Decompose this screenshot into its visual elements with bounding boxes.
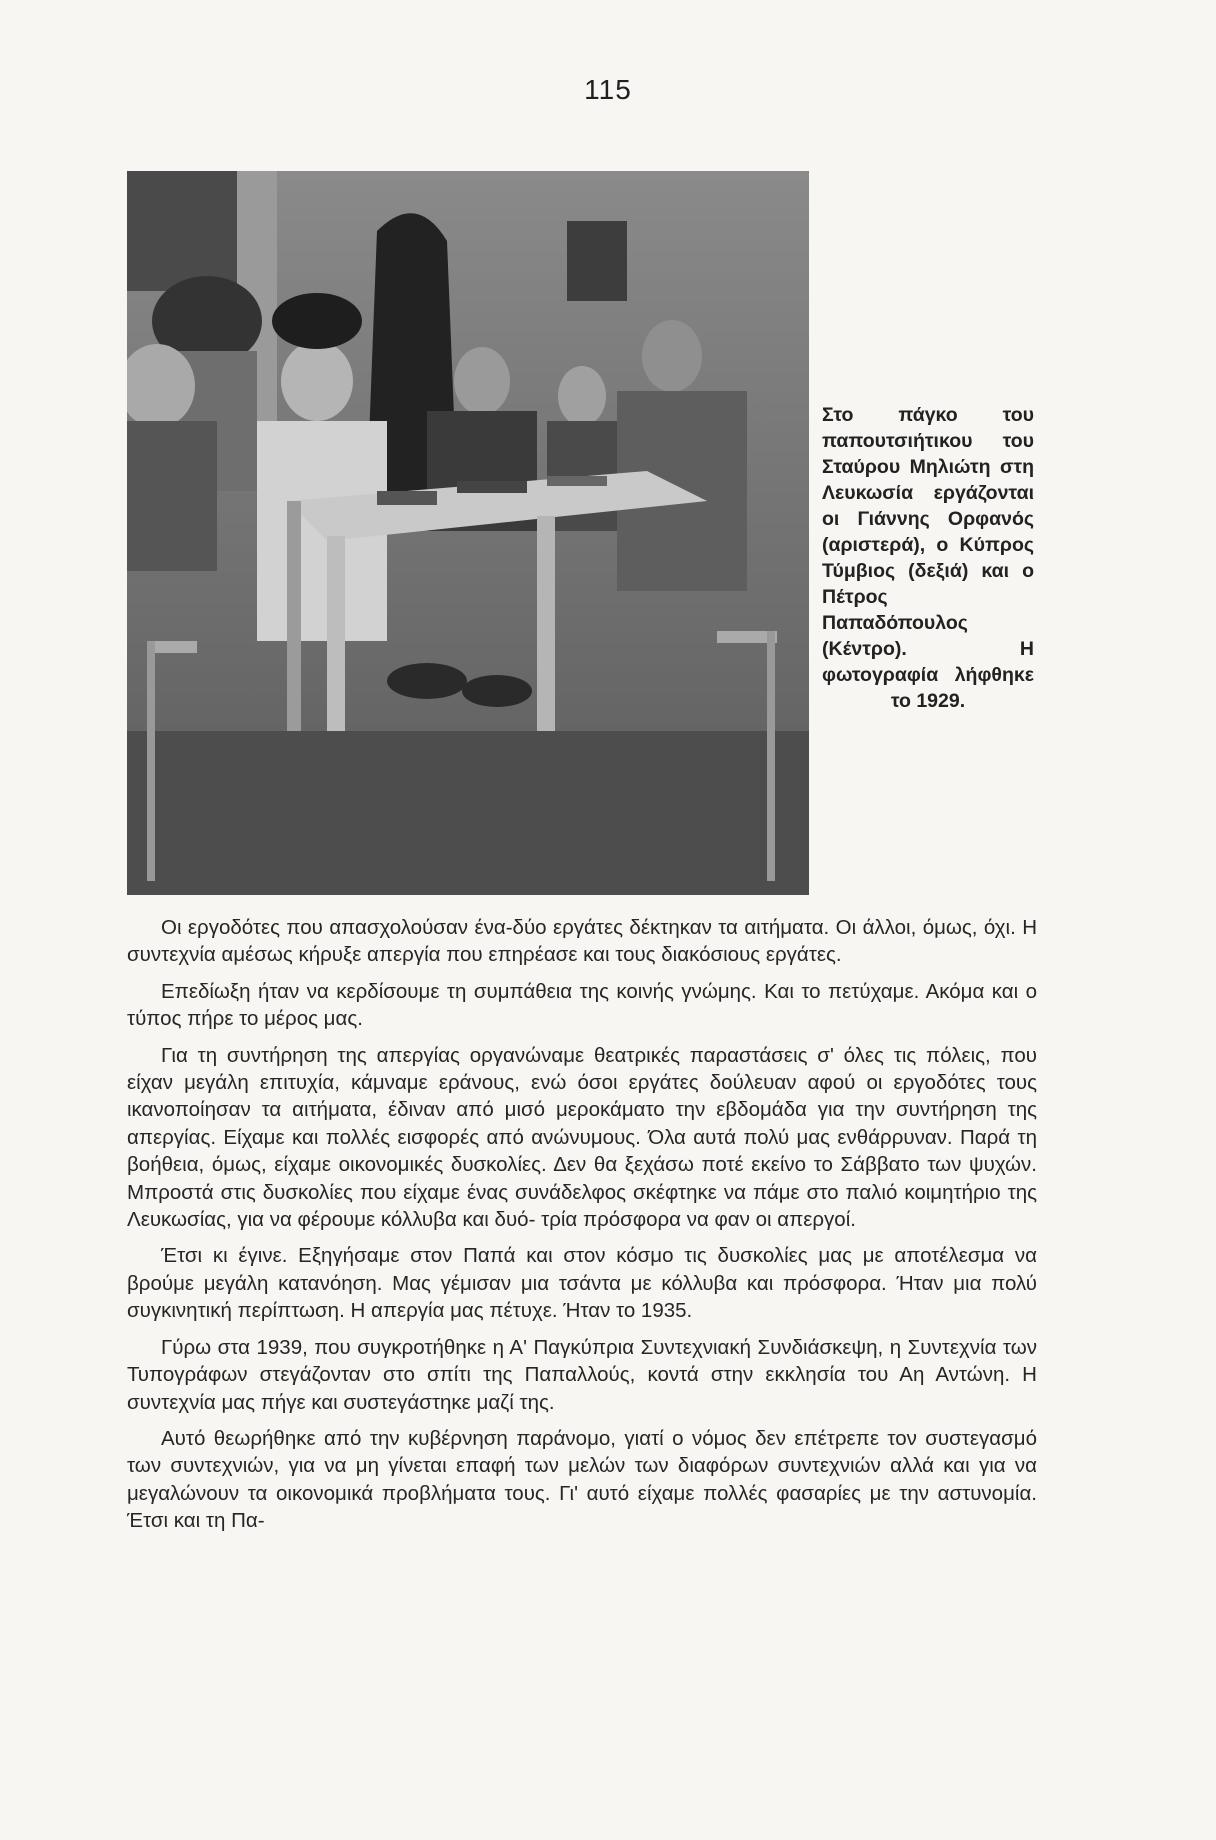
paragraph: Αυτό θεωρήθηκε από την κυβέρνηση παράνομο, γιατί ο νόμος δεν επέτρεπε τον συστεγασμό των συντεχνιών, για να μη γίνεται επαφή των μελών των διαφόρων συντεχνιών αλλά και για να μεγαλώνουν τα οικονομικά προβλήματα τους. Γι' αυτό είχαμε πολλές φασαρίες με την αστυνομία. Έτσι και τη Πα- [127,1426,1037,1533]
photo-caption: Στο πάγκο του παπουτσιήτικου του Σταύρου Μηλιώτη στη Λευκωσία εργάζονται οι Γιάννης Ορφανός (αριστερά), ο Κύπρος Τύμβιος (δεξιά) και ο Πέτρος Παπαδόπουλος (Κέντρο). Η φωτογραφία λήφθηκε το 1929. [822,404,1034,712]
page-number: 115 [584,74,632,105]
paragraph: Επεδίωξη ήταν να κερδίσουμε τη συμπάθεια της κοινής γνώμης. Και το πετύχαμε. Ακόμα και ο τύπος πήρε το μέρος μας. [127,979,1037,1031]
historical-photo [127,171,809,895]
paragraph: Οι εργοδότες που απασχολούσαν ένα-δύο εργάτες δέκτηκαν τα αιτήματα. Οι άλλοι, όμως, όχι. Η συντεχνία αμέσως κήρυξε απεργία που επηρέασε και τους διακόσιους εργάτες. [127,916,1037,967]
paragraph: Έτσι κι έγινε. Εξηγήσαμε στον Παπά και στον κόσμο τις δυσκολίες μας με αποτέλεσμα να βρούμε μεγάλη κατανόηση. Μας γέμισαν μια τσάντα με κόλλυβα και πρόσφορα. Ήταν μια πολύ συγκινητική περίπτωση. Η απεργία μας πέτυχε. Ήταν το 1935. [127,1244,1037,1323]
body-text [127,914,1037,1544]
paragraph: Γύρω στα 1939, που συγκροτήθηκε η Α' Παγκύπρια Συντεχνιακή Συνδιάσκεψη, η Συντεχνία των Τυπογράφων στεγάζονταν στο σπίτι της Παπαλλούς, κοντά στην εκκλησία του Αη Αντώνη. Η συντεχνία μας πήγε και συστεγάστηκε μαζί της. [127,1335,1037,1414]
paragraph: Για τη συντήρηση της απεργίας οργανώναμε θεατρικές παραστάσεις σ' όλες τις πόλεις, που είχαν μεγάλη επιτυχία, κάμναμε εράνους, ενώ όσοι εργάτες δούλευαν αφού οι εργοδότες τους ικανοποίησαν τα αιτήματα, έδιναν από μισό μεροκάματο την εβδομάδα για την συντήρηση της απεργίας. Είχαμε και πολλές εισφορές από ανώνυμους. Όλα αυτά πολύ μας ενθάρρυναν. Παρά τη βοήθεια, όμως, είχαμε οικονομικές δυσκολίες. Δεν θα ξεχάσω ποτέ εκείνο το Σάββατο των ψυχών. Μπροστά στις δυσκολίες που είχαμε ένας συνάδελφος σκέφτηκε να πάμε στο παλιό κοιμητήριο της Λευκωσίας, για να φέρουμε κόλλυβα και δυό- τρία πρόσφορα να φαν οι απεργοί. [127,1043,1037,1232]
photo-workshop-illustration [127,171,809,895]
